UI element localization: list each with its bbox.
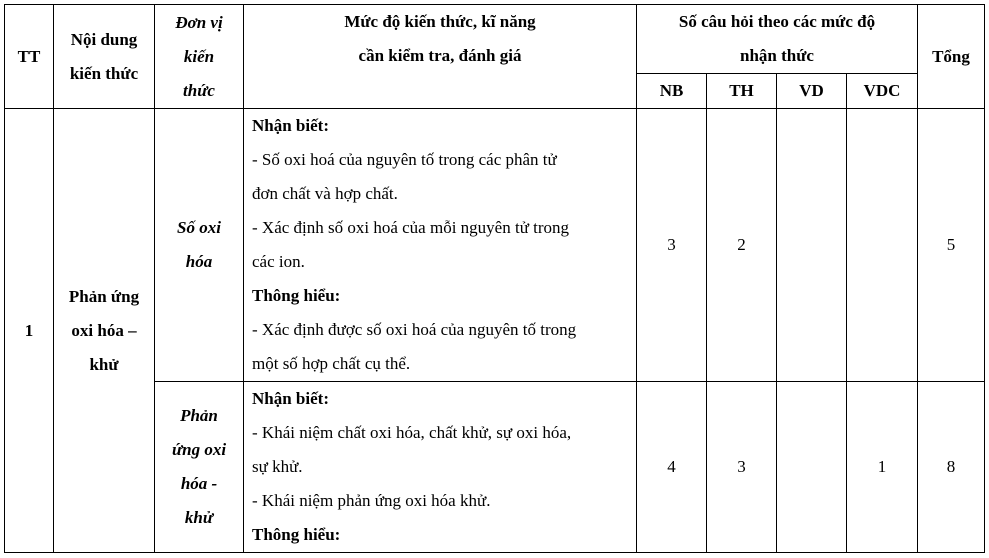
header-unit [155, 5, 244, 109]
header-level-desc-line: cần kiểm tra, đánh giá [358, 46, 522, 65]
header-content-line: kiến thức [69, 63, 139, 83]
unit-line: ứng oxi [171, 440, 227, 459]
desc-line: - Số oxi hoá của nguyên tố trong các phân tử [252, 150, 557, 169]
desc-line: - Xác định số oxi hoá của mỗi nguyên tử trong [252, 218, 570, 237]
count-th: 2 [707, 109, 777, 382]
row-tt: 1 [5, 109, 54, 553]
desc-line: - Khái niệm chất oxi hóa, chất khử, sự oxi hóa, [252, 423, 572, 442]
desc-line: một số hợp chất cụ thể. [252, 354, 411, 373]
unit-redox-reaction [155, 382, 244, 553]
header-content-line: Nội dung [70, 29, 138, 49]
count-th: 3 [707, 382, 777, 553]
header-questions-group [637, 5, 918, 74]
unit-line: Phản [180, 406, 218, 425]
unit-line: hóa [185, 252, 213, 271]
table-row [5, 109, 985, 382]
count-nb: 3 [637, 109, 707, 382]
header-level-nb: NB [637, 74, 707, 109]
unit-line: khử [184, 508, 214, 527]
desc-line: Nhận biết: [252, 116, 329, 135]
knowledge-matrix-table [4, 4, 985, 553]
header-level-vdc: VDC [847, 74, 918, 109]
level-description [244, 382, 637, 553]
header-row-1 [5, 5, 985, 74]
header-tt: TT [5, 5, 54, 109]
count-vdc [847, 109, 918, 382]
row-content-line: khử [89, 354, 119, 374]
header-level-vd: VD [777, 74, 847, 109]
unit-line: Số oxi [177, 218, 221, 237]
count-vd [777, 382, 847, 553]
header-content [54, 5, 155, 109]
desc-line: - Xác định được số oxi hoá của nguyên tố trong [252, 320, 577, 339]
row-content-line: oxi hóa – [71, 320, 137, 340]
header-questions-line: Số câu hỏi theo các mức độ [678, 12, 876, 31]
header-unit-line: Đơn vị [175, 12, 223, 32]
unit-line: hóa - [180, 474, 218, 493]
row-content-line: Phản ứng [68, 286, 140, 306]
count-vdc: 1 [847, 382, 918, 553]
header-level-desc [244, 5, 637, 109]
desc-line: các ion. [252, 252, 305, 271]
desc-line: - Khái niệm phản ứng oxi hóa khử. [252, 491, 491, 510]
desc-line: Thông hiểu: [252, 286, 341, 305]
count-nb: 4 [637, 382, 707, 553]
header-total: Tổng [918, 5, 985, 109]
row-content [54, 109, 155, 553]
desc-line: Thông hiểu: [252, 525, 341, 544]
count-total: 5 [918, 109, 985, 382]
header-unit-line: kiến [183, 46, 215, 66]
level-description [244, 109, 637, 382]
desc-line: Nhận biết: [252, 389, 329, 408]
unit-oxidation-number [155, 109, 244, 382]
desc-line: sự khử. [252, 457, 303, 476]
header-unit-line: thức [183, 80, 215, 100]
header-level-th: TH [707, 74, 777, 109]
count-vd [777, 109, 847, 382]
header-questions-line: nhận thức [740, 46, 814, 65]
desc-line: đơn chất và hợp chất. [252, 184, 398, 203]
header-level-desc-line: Mức độ kiến thức, kĩ năng [344, 12, 536, 31]
count-total: 8 [918, 382, 985, 553]
